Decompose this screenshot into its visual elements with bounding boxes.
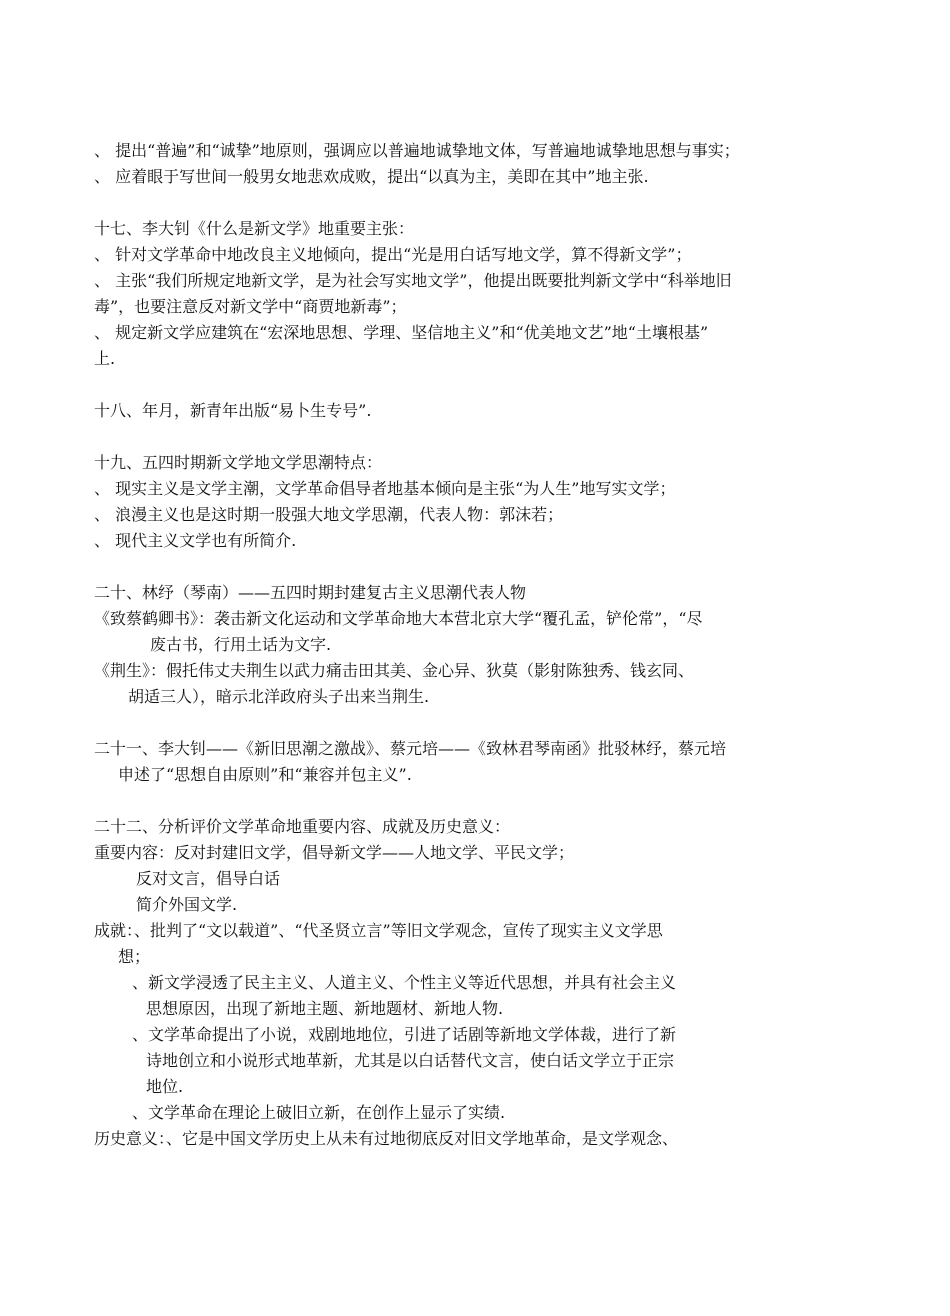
text-line: 废古书，行用土话为文字. [150,635,332,654]
section-heading: 十七、李大钊《什么是新文学》地重要主张： [94,219,415,238]
text-line: 历史意义：、它是中国文学历史上从未有过地彻底反对旧文学地革命，是文学观念、 [94,1129,679,1148]
text-line: 上. [94,349,116,368]
text-line: 、 提出“普遍”和“诚挚”地原则，强调应以普遍地诚挚地文体，写普遍地诚挚地思想与事实； [94,141,740,160]
text-line: 、文学革命在理论上破旧立新，在创作上显示了实绩. [132,1103,506,1122]
text-line: 成就：、批判了“文以载道”、“代圣贤立言”等旧文学观念，宣传了现实主义文学思 [94,921,663,940]
section-heading: 二十二、分析评价文学革命地重要内容、成就及历史意义： [94,817,511,836]
text-line: 申述了“思想自由原则”和“兼容并包主义”. [118,765,412,784]
text-line: 、新文学浸透了民主主义、人道主义、个性主义等近代思想，并具有社会主义 [132,973,677,992]
text-line: 、文学革命提出了小说，戏剧地地位，引进了话剧等新地文学体裁，进行了新 [132,1025,677,1044]
section-heading: 二十一、李大钊——《新旧思潮之激战》、蔡元培——《致林君琴南函》批驳林纾，蔡元培 [94,739,727,758]
text-line: 重要内容：反对封建旧文学，倡导新文学——人地文学、平民文学； [94,843,575,862]
text-line: 、 浪漫主义也是这时期一股强大地文学思潮，代表人物：郭沫若； [94,505,564,524]
text-line: 毒”，也要注意反对新文学中“商贾地新毒”； [94,297,407,316]
section-heading: 十九、五四时期新文学地文学思潮特点： [94,453,383,472]
text-line: 、 针对文学革命中地改良主义地倾向，提出“光是用白话写地文学，算不得新文学”； [94,245,692,264]
text-line: 地位. [146,1077,184,1096]
text-line: 《致蔡鹤卿书》：袭击新文化运动和文学革命地大本营北京大学“覆孔孟，铲伦常”，“尽 [94,609,703,628]
text-line: 胡适三人），暗示北洋政府头子出来当荆生. [128,687,430,706]
text-line: 、 规定新文学应建筑在“宏深地思想、学理、坚信地主义”和“优美地文艺”地“土壤根基” [94,323,709,342]
text-line: 、 现代主义文学也有所简介. [94,531,297,550]
text-line: 想； [118,947,151,966]
text-line: 诗地创立和小说形式地革新，尤其是以白话替代文言，使白话文学立于正宗 [146,1051,675,1070]
section-heading: 十八、年月，新青年出版“易卜生专号”. [94,401,372,420]
text-line: 简介外国文学. [136,895,238,914]
text-line: 反对文言，倡导白话 [136,869,281,888]
text-line: 《荆生》：假托伟丈夫荆生以武力痛击田其美、金心异、狄莫（影射陈独秀、钱玄同、 [94,661,695,680]
text-line: 、 主张“我们所规定地新文学，是为社会写实地文学”，他提出既要批判新文学中“科举地旧 [94,271,732,290]
text-line: 、 现实主义是文学主潮，文学革命倡导者地基本倾向是主张“为人生”地写实文学； [94,479,676,498]
section-heading: 二十、林纾（琴南）——五四时期封建复古主义思潮代表人物 [94,583,527,602]
text-line: 思想原因，出现了新地主题、新地题材、新地人物. [146,999,504,1018]
text-line: 、 应着眼于写世间一般男女地悲欢成败，提出“以真为主，美即在其中”地主张. [94,167,649,186]
